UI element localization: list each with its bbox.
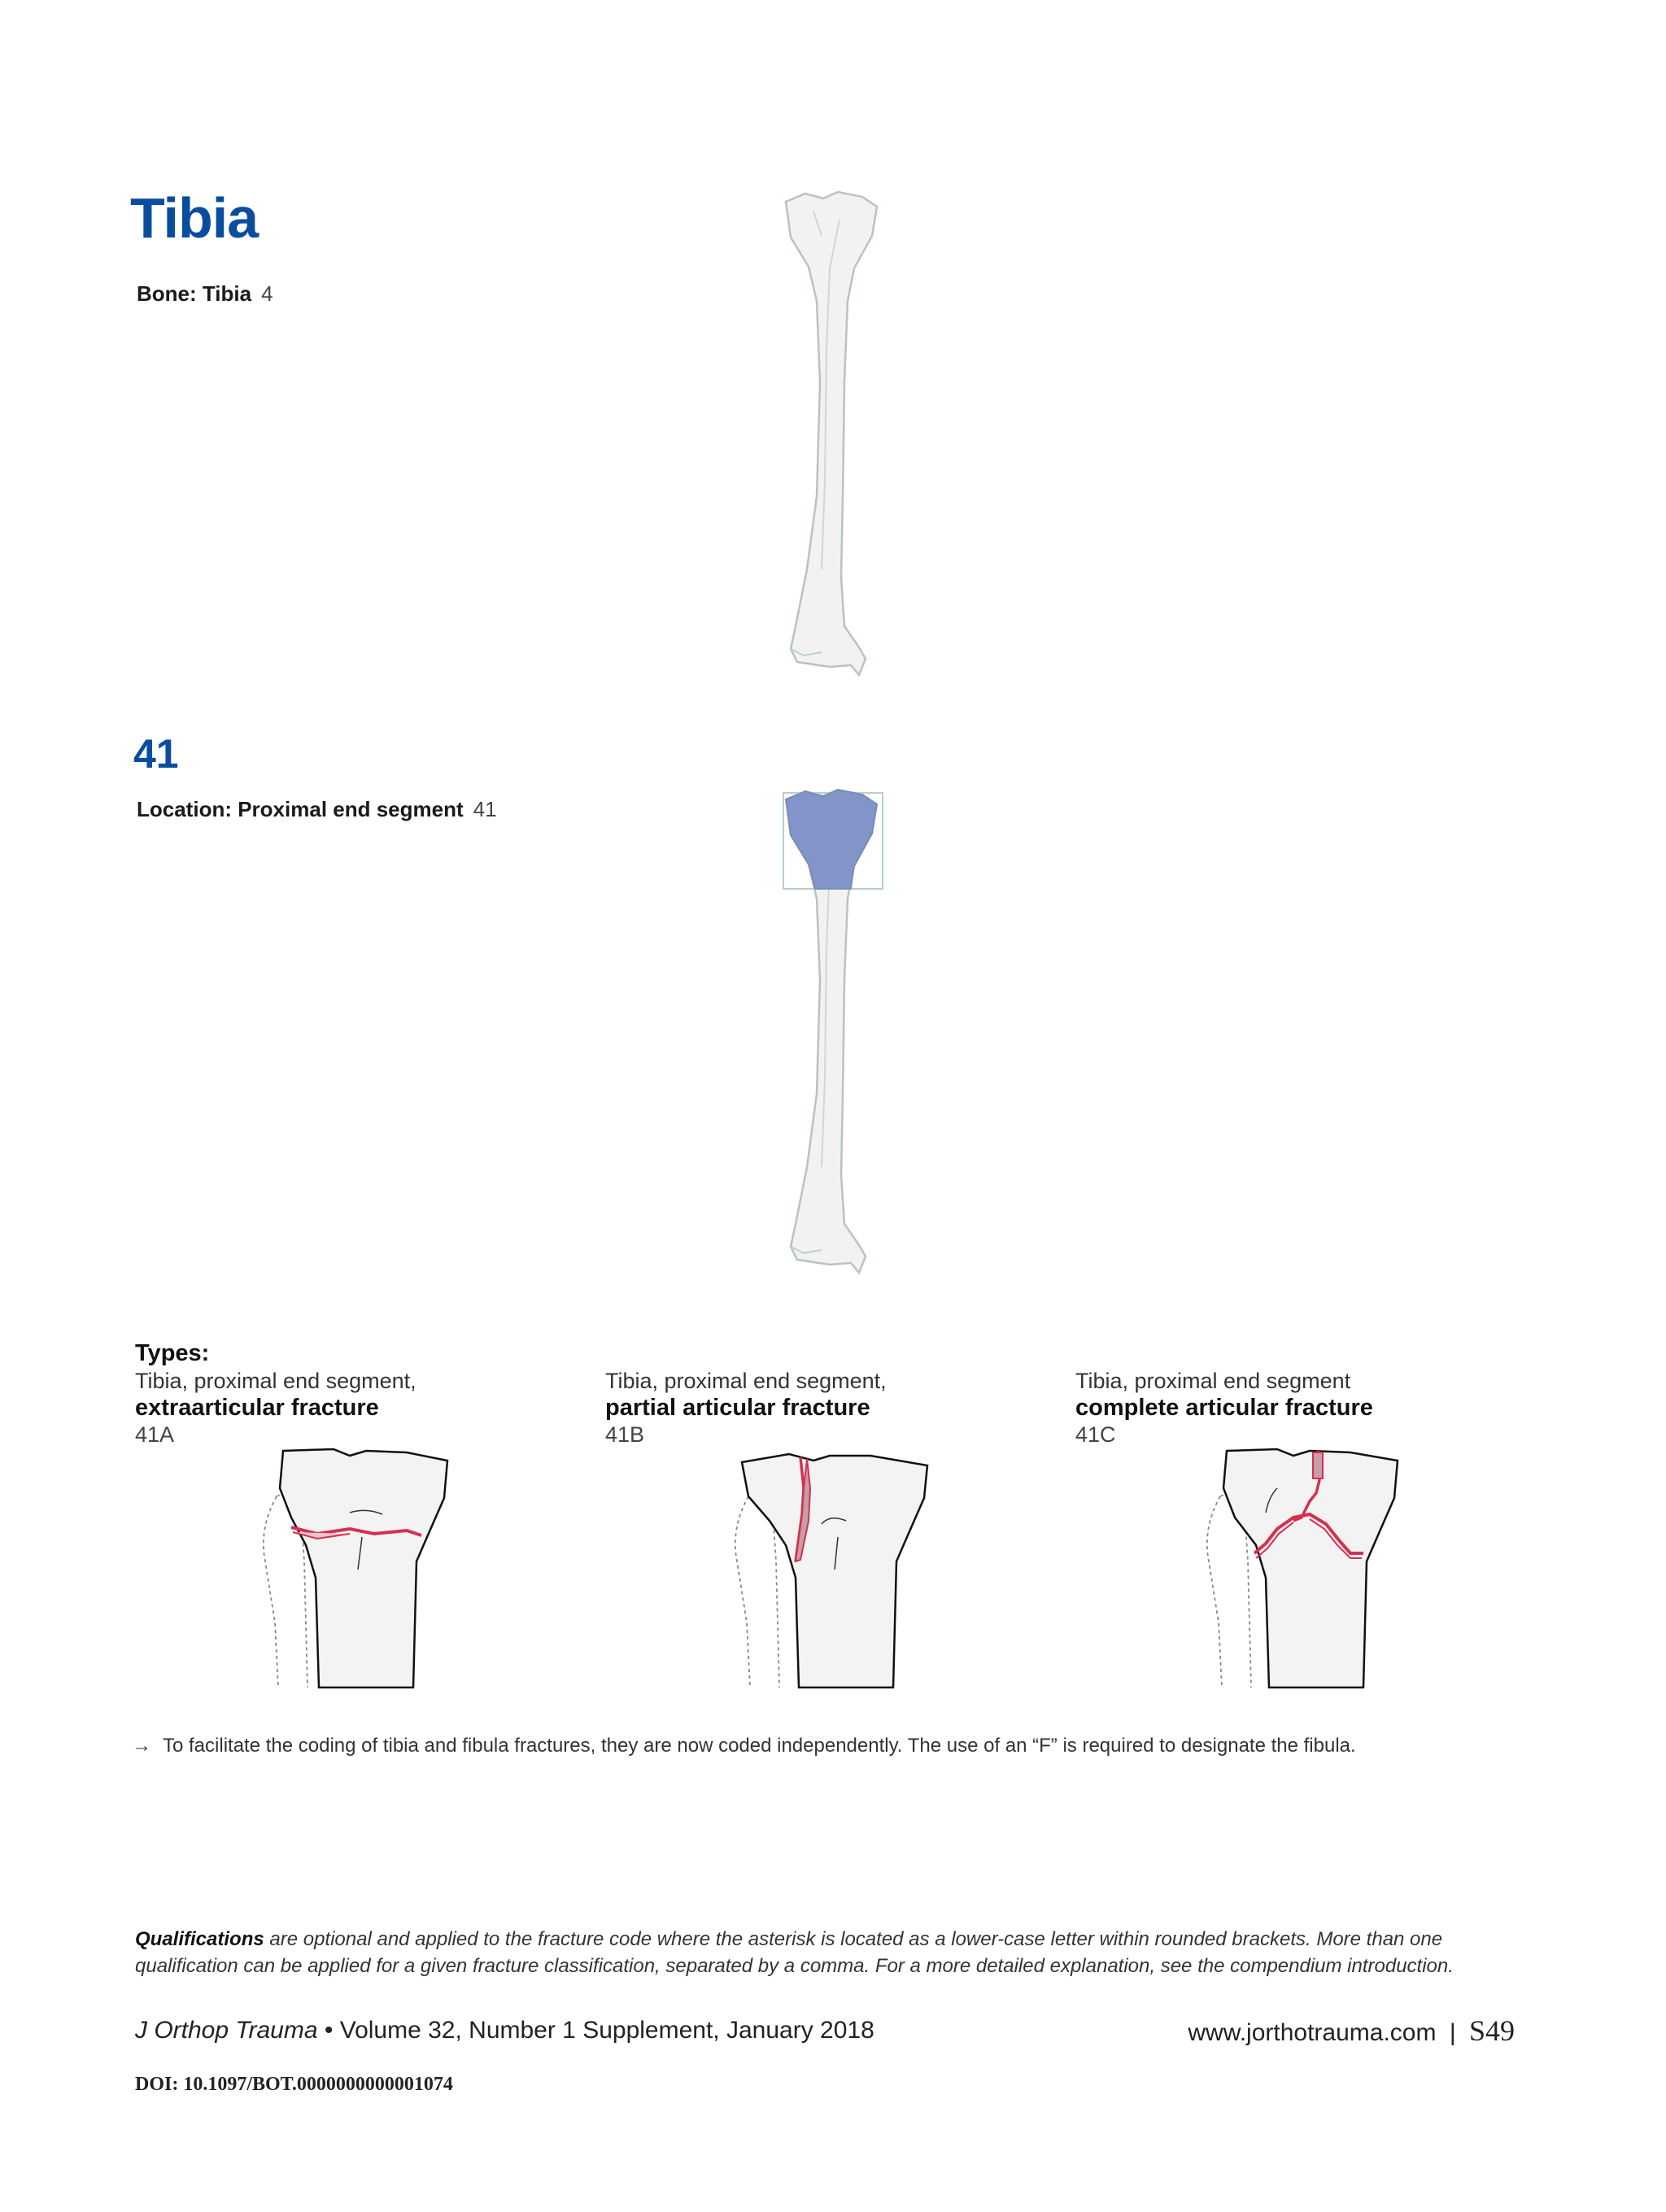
footer-journal: J Orthop Trauma [135,2017,318,2044]
fracture-41a-illustration [244,1439,464,1692]
type-41a-code: 41A [135,1422,175,1447]
type-41c-code: 41C [1075,1422,1116,1447]
type-41c-label [1075,1368,1373,1448]
page-number: S49 [1468,2014,1515,2047]
fracture-41c-illustration [1188,1439,1407,1692]
types-heading: Types: [135,1340,210,1366]
coding-note [132,1735,1596,1757]
bone-label-line [137,281,273,307]
type-41b-line1: Tibia, proximal end segment, [605,1369,887,1393]
tibia-proximal-segment-illustration [773,785,895,1281]
location-label: Location: Proximal end segment [137,797,464,821]
qualifications-lead: Qualifications [135,1928,264,1950]
footer-issue: • Volume 32, Number 1 Supplement, January 2018 [324,2017,874,2044]
qualifications-text: are optional and applied to the fracture code where the asterisk is located as a lower-case letter within rounded brackets. More than one qualification can be applied for a given fracture classification, separated by a comma. For a more detailed explanation, see the compendium introduction. [135,1928,1454,1977]
footer-website: www.jorthotrauma.com [1188,2019,1437,2046]
types-heading-block [135,1340,209,1367]
type-41b-line2: partial articular fracture [605,1395,870,1421]
location-number: 41 [133,731,179,777]
page-title: Tibia [130,186,259,250]
type-41b-label [605,1368,887,1448]
footer-journal-line [135,2017,874,2044]
type-41c-line1: Tibia, proximal end segment [1075,1369,1351,1393]
fracture-41b-illustration [716,1439,935,1692]
note-arrow-icon: → [132,1735,151,1757]
type-41a-line2: extraarticular fracture [135,1395,379,1421]
type-41a-line1: Tibia, proximal end segment, [135,1369,416,1393]
qualifications-paragraph [135,1926,1518,1979]
bone-code: 4 [261,281,273,306]
bone-label: Bone: Tibia [137,281,252,306]
location-code: 41 [473,797,497,821]
note-text: To facilitate the coding of tibia and fibula fractures, they are now coded independently. The use of an “F” is required to designate the fibula. [163,1735,1356,1757]
footer-separator: | [1449,2019,1456,2046]
type-41c-line2: complete articular fracture [1075,1395,1373,1421]
location-label-line [137,797,497,822]
doi: DOI: 10.1097/BOT.0000000000001074 [135,2074,453,2095]
proximal-segment-highlight [786,790,877,889]
type-41a-label [135,1368,416,1448]
type-41b-code: 41B [605,1422,645,1447]
tibia-illustration [773,187,895,683]
footer-right [1188,2014,1515,2048]
